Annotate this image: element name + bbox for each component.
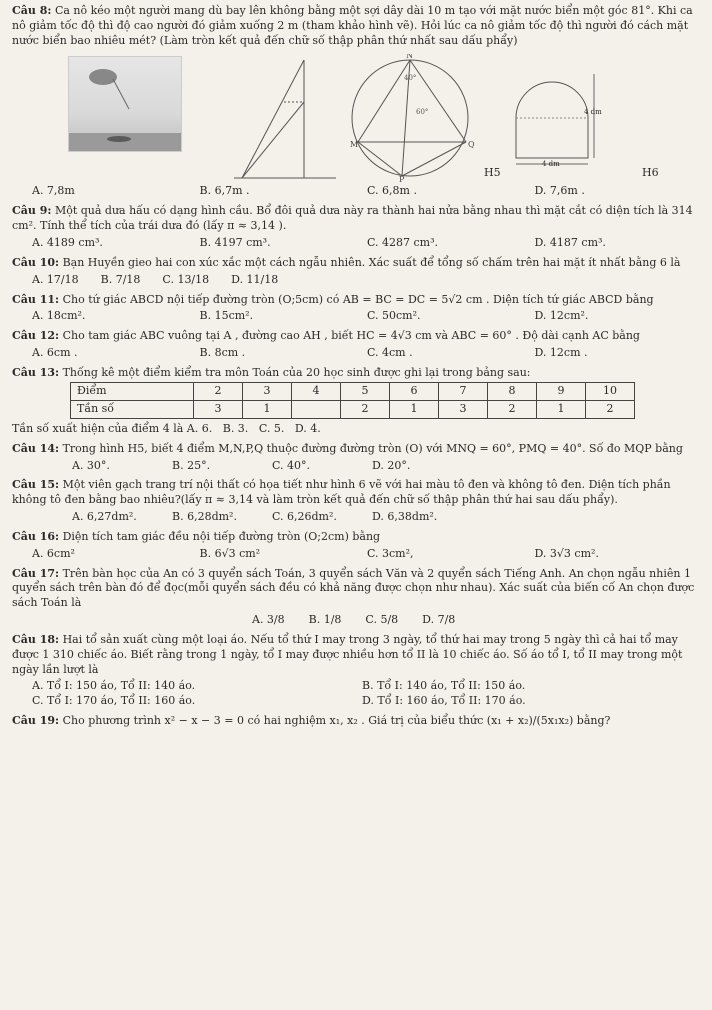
option-a[interactable]: A. 17/18 xyxy=(32,272,79,286)
table-cell: 2 xyxy=(194,382,243,400)
table-cell: 2 xyxy=(586,400,635,418)
point-label: N xyxy=(406,53,413,60)
option-a[interactable]: A. 3/8 xyxy=(252,613,285,627)
table-cell: 9 xyxy=(537,382,586,400)
question-label: Câu 17: xyxy=(12,566,60,580)
dimension-label-bottom: 4 dm xyxy=(542,159,560,168)
option-b[interactable]: B. 8cm . xyxy=(199,346,246,360)
question-text: Một viên gạch trang trí nội thất có họa tiết như hình 6 vẽ với hai màu tô đen và không tô đen. Diện tích phần không tô đen bằng bao nhiêu?(lấy π ≈ 3,14 và làm tròn kết quả đến chữ số thập phân thứ hai sau dấu phẩy). xyxy=(12,478,671,507)
figure-label-h5: H5 xyxy=(484,165,501,179)
question-text: Trên bàn học của An có 3 quyển sách Toán, 3 quyển sách Văn và 2 quyển sách Tiếng Anh. An chọn ngẫu nhiên 1 quyển sách trên bàn đó để đọc(mỗi quyển sách đều có khả năng được chọn như nhau). Xác suất của biến cố An chọn được sách Toán là xyxy=(12,566,695,610)
question-14 xyxy=(12,442,702,474)
question-label: Câu 12: xyxy=(12,329,60,343)
option-d[interactable]: D. 12cm . xyxy=(534,346,588,360)
question-label: Câu 11: xyxy=(12,292,60,306)
question-9 xyxy=(12,204,702,251)
option-b[interactable]: B. 3. xyxy=(222,421,249,435)
question-text: Cho phương trình x² − x − 3 = 0 có hai nghiệm x₁, x₂ . Giá trị của biểu thức (x₁ + x₂)/(5x₁x₂) bằng? xyxy=(62,714,611,728)
question-label: Câu 19: xyxy=(12,714,60,728)
point-label: P xyxy=(399,174,405,182)
option-b[interactable]: B. 6√3 cm² xyxy=(199,546,261,560)
option-d[interactable]: D. 7,6m . xyxy=(534,183,585,197)
figure-row xyxy=(12,54,702,182)
option-c[interactable]: C. 4287 cm³. xyxy=(367,236,439,250)
question-label: Câu 16: xyxy=(12,529,60,543)
question-text: Thống kê một điểm kiểm tra môn Toán của 20 học sinh được ghi lại trong bảng sau: xyxy=(62,365,531,379)
option-d[interactable]: D. 12cm². xyxy=(534,309,589,323)
table-cell: 7 xyxy=(439,382,488,400)
option-c[interactable]: C. Tổ I: 170 áo, Tổ II: 160 áo. xyxy=(32,694,196,708)
option-c[interactable]: C. 6,26dm². xyxy=(272,510,337,524)
option-d[interactable]: D. 7/8 xyxy=(422,613,456,627)
question-text: Diện tích tam giác đều nội tiếp đường tròn (O;2cm) bằng xyxy=(62,529,381,543)
question-17 xyxy=(12,567,702,628)
option-d[interactable]: D. 3√3 cm². xyxy=(534,546,599,560)
option-d[interactable]: D. 20°. xyxy=(372,458,411,472)
option-c[interactable]: C. 13/18 xyxy=(162,272,210,286)
angle-label: 40° xyxy=(404,73,417,82)
question-14-options xyxy=(12,459,702,474)
parasail-photo xyxy=(68,56,182,152)
option-d[interactable]: D. 4187 cm³. xyxy=(534,236,606,250)
question-label: Câu 15: xyxy=(12,478,60,492)
question-16 xyxy=(12,530,702,562)
question-19 xyxy=(12,714,702,729)
option-a[interactable]: A. 6cm² xyxy=(32,546,75,560)
option-d[interactable]: D. Tổ I: 160 áo, Tổ II: 170 áo. xyxy=(362,694,526,708)
question-15 xyxy=(12,478,702,525)
question-text: Hai tổ sản xuất cùng một loại áo. Nếu tổ thứ I may trong 3 ngày, tổ thứ hai may trong 5 ngày thì cả hai tổ may được 1 310 chiếc áo. Biết rằng trong 1 ngày, tổ I may được nhiều hơn tổ II là 10 chiếc áo. Số áo tổ I, tổ II may trong một ngày lần lượt là xyxy=(12,632,683,676)
dimension-label-side: 4 dm xyxy=(584,107,602,116)
question-18-options xyxy=(12,679,702,709)
option-a[interactable]: A. 4189 cm³. xyxy=(32,236,103,250)
question-15-options xyxy=(12,510,702,525)
question-label: Câu 18: xyxy=(12,632,60,646)
table-cell: 4 xyxy=(292,382,341,400)
option-b[interactable]: B. 7/18 xyxy=(100,272,141,286)
table-cell: 10 xyxy=(586,382,635,400)
question-16-options xyxy=(12,547,702,562)
table-cell: 2 xyxy=(488,400,537,418)
question-text: Một quả dưa hấu có dạng hình cầu. Bổ đôi quả dưa này ra thành hai nửa bằng nhau thì mặt cắt có diện tích là 314 cm². Tính thể tích của trái dưa đó (lấy π ≈ 3,14 ). xyxy=(12,204,693,233)
option-c[interactable]: C. 4cm . xyxy=(367,346,413,360)
table-cell: 1 xyxy=(243,400,292,418)
option-c[interactable]: C. 40°. xyxy=(272,458,311,472)
option-a[interactable]: A. 30°. xyxy=(72,458,110,472)
option-d[interactable]: D. 6,38dm². xyxy=(372,510,438,524)
score-table xyxy=(70,382,635,419)
question-label: Câu 8: xyxy=(12,4,52,17)
question-label: Câu 14: xyxy=(12,441,60,455)
option-a[interactable]: A. 7,8m xyxy=(32,183,75,197)
option-b[interactable]: B. 25°. xyxy=(172,458,211,472)
option-c[interactable]: C. 5. xyxy=(258,421,285,435)
option-a[interactable]: A. Tổ I: 150 áo, Tổ II: 140 áo. xyxy=(32,679,196,693)
option-d[interactable]: D. 11/18 xyxy=(231,272,279,286)
option-c[interactable]: C. 3cm², xyxy=(367,546,414,560)
question-label: Câu 10: xyxy=(12,255,60,269)
table-cell xyxy=(292,400,341,418)
option-c[interactable]: C. 50cm². xyxy=(367,309,421,323)
table-cell: 3 xyxy=(243,382,292,400)
question-text: Cho tam giác ABC vuông tại A , đường cao AH , biết HC = 4√3 cm và ABC = 60° . Độ dài cạnh AC bằng xyxy=(62,329,640,343)
option-d[interactable]: D. 4. xyxy=(294,421,321,435)
question-text: Bạn Huyền gieo hai con xúc xắc một cách ngẫu nhiên. Xác suất để tổng số chấm trên hai mặt ít nhất bằng 6 là xyxy=(62,255,681,269)
tile-figure-h6 xyxy=(508,68,598,173)
option-b[interactable]: B. 6,28dm². xyxy=(172,510,237,524)
question-17-options xyxy=(12,613,702,628)
option-a[interactable]: A. 6cm . xyxy=(32,346,78,360)
question-11 xyxy=(12,293,702,325)
option-a[interactable]: A. 6,27dm². xyxy=(72,510,137,524)
figure-label-h6: H6 xyxy=(642,165,659,179)
question-label: Câu 9: xyxy=(12,204,52,218)
table-cell: Tần số xyxy=(71,400,194,418)
table-cell: Điểm xyxy=(71,382,194,400)
point-label: Q xyxy=(468,139,475,149)
table-cell: 1 xyxy=(537,400,586,418)
triangle-figure xyxy=(232,54,342,187)
table-cell: 5 xyxy=(341,382,390,400)
question-12 xyxy=(12,329,702,361)
table-row xyxy=(71,382,635,400)
table-cell: 3 xyxy=(194,400,243,418)
option-b[interactable]: B. 6,7m . xyxy=(199,183,250,197)
triangle-diagram xyxy=(232,54,342,182)
question-subtext: Tần số xuất hiện của điểm 4 là xyxy=(12,421,184,435)
point-label: M xyxy=(350,139,359,149)
option-b[interactable]: B. Tổ I: 140 áo, Tổ II: 150 áo. xyxy=(362,679,526,693)
table-row xyxy=(71,400,635,418)
table-cell: 8 xyxy=(488,382,537,400)
question-18 xyxy=(12,633,702,709)
question-10 xyxy=(12,256,702,288)
question-13 xyxy=(12,366,702,437)
parasail-image xyxy=(69,57,181,151)
question-9-options xyxy=(12,236,702,251)
option-b[interactable]: B. 1/8 xyxy=(308,613,342,627)
circle-diagram xyxy=(344,54,494,182)
circle-figure-h5 xyxy=(344,54,494,187)
table-cell: 6 xyxy=(390,382,439,400)
question-label: Câu 13: xyxy=(12,365,60,379)
tile-diagram xyxy=(508,68,598,168)
option-c[interactable]: C. 5/8 xyxy=(365,613,399,627)
question-text: Trong hình H5, biết 4 điểm M,N,P,Q thuộc đường đường tròn (O) với MNQ = 60°, PMQ = 40°. Số đo MQP bằng xyxy=(62,441,683,455)
option-b[interactable]: B. 15cm². xyxy=(199,309,254,323)
table-cell: 1 xyxy=(390,400,439,418)
option-c[interactable]: C. 6,8m . xyxy=(367,183,417,197)
question-12-options xyxy=(12,346,702,361)
option-a[interactable]: A. 18cm². xyxy=(32,309,86,323)
question-text: Ca nô kéo một người mang dù bay lên không bằng một sợi dây dài 10 m tạo với mặt nước biển một góc 81°. Khi ca nô giảm tốc độ thì độ cao người đó giảm xuống 2 m (tham khảo hình vẽ). Hỏi lúc ca nô giảm tốc độ thì người đó cách mặt nước biển bao nhiêu mét? (Làm tròn kết quả đến chữ số thập phân thứ nhất sau dấu phẩy) xyxy=(12,4,693,47)
question-8 xyxy=(12,4,702,49)
question-10-options xyxy=(12,273,702,288)
option-b[interactable]: B. 4197 cm³. xyxy=(199,236,271,250)
question-11-options xyxy=(12,309,702,324)
option-a[interactable]: A. 6. xyxy=(186,421,213,435)
angle-label: 60° xyxy=(416,107,429,116)
question-text: Cho tứ giác ABCD nội tiếp đường tròn (O;5cm) có AB = BC = DC = 5√2 cm . Diện tích tứ giác ABCD bằng xyxy=(62,292,654,306)
table-cell: 3 xyxy=(439,400,488,418)
table-cell: 2 xyxy=(341,400,390,418)
